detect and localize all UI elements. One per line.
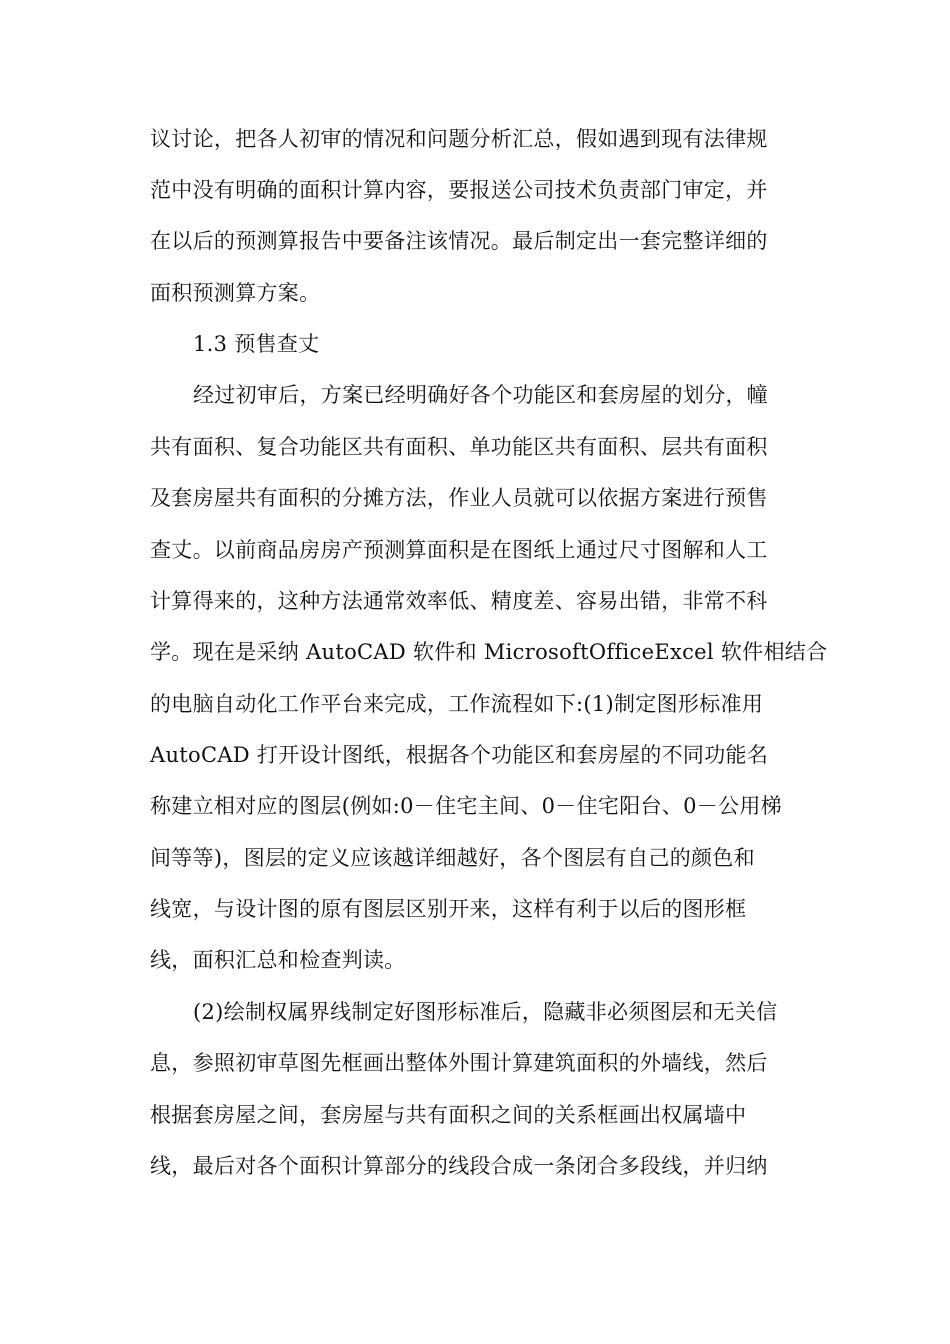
text-line: 学。现在是采纳 AutoCAD 软件和 MicrosoftOfficeExcel 软件相结合 <box>150 640 828 664</box>
text-line: 范中没有明确的面积计算内容，要报送公司技术负责部门审定，并 <box>150 178 768 202</box>
text-line: 的电脑自动化工作平台来完成，工作流程如下:(1)制定图形标准用 <box>150 692 764 716</box>
text-line: 经过初审后，方案已经明确好各个功能区和套房屋的划分，幢 <box>193 383 769 407</box>
text-line: (2)绘制权属界线制定好图形标准后，隐藏非必须图层和无关信 <box>193 1000 778 1024</box>
text-line: 线宽，与设计图的原有图层区别开来，这样有利于以后的图形框 <box>150 897 747 921</box>
text-line: 共有面积、复合功能区共有面积、单功能区共有面积、层共有面积 <box>150 435 768 459</box>
text-line: 及套房屋共有面积的分摊方法，作业人员就可以依据方案进行预售 <box>150 486 768 510</box>
text-line: 在以后的预测算报告中要备注该情况。最后制定出一套完整详细的 <box>150 229 768 253</box>
text-line: 息，参照初审草图先框画出整体外围计算建筑面积的外墙线，然后 <box>150 1051 768 1075</box>
text-line: 计算得来的，这种方法通常效率低、精度差、容易出错，非常不科 <box>150 589 768 613</box>
text-line: 称建立相对应的图层(例如:0－住宅主间、0－住宅阳台、0－公用梯 <box>150 794 782 818</box>
text-line: 面积预测算方案。 <box>150 281 321 305</box>
text-line: 间等等)，图层的定义应该越详细越好，各个图层有自己的颜色和 <box>150 846 755 870</box>
text-line: 线，面积汇总和检查判读。 <box>150 948 406 972</box>
section-heading: 1.3 预售查丈 <box>193 332 320 356</box>
text-line: 查丈。以前商品房房产预测算面积是在图纸上通过尺寸图解和人工 <box>150 538 768 562</box>
text-line: 根据套房屋之间，套房屋与共有面积之间的关系框画出权属墙中 <box>150 1103 747 1127</box>
text-line: 线，最后对各个面积计算部分的线段合成一条闭合多段线，并归纳 <box>150 1154 768 1178</box>
text-line: AutoCAD 打开设计图纸，根据各个功能区和套房屋的不同功能名 <box>150 743 769 767</box>
text-line: 议讨论，把各人初审的情况和问题分析汇总，假如遇到现有法律规 <box>150 127 768 151</box>
